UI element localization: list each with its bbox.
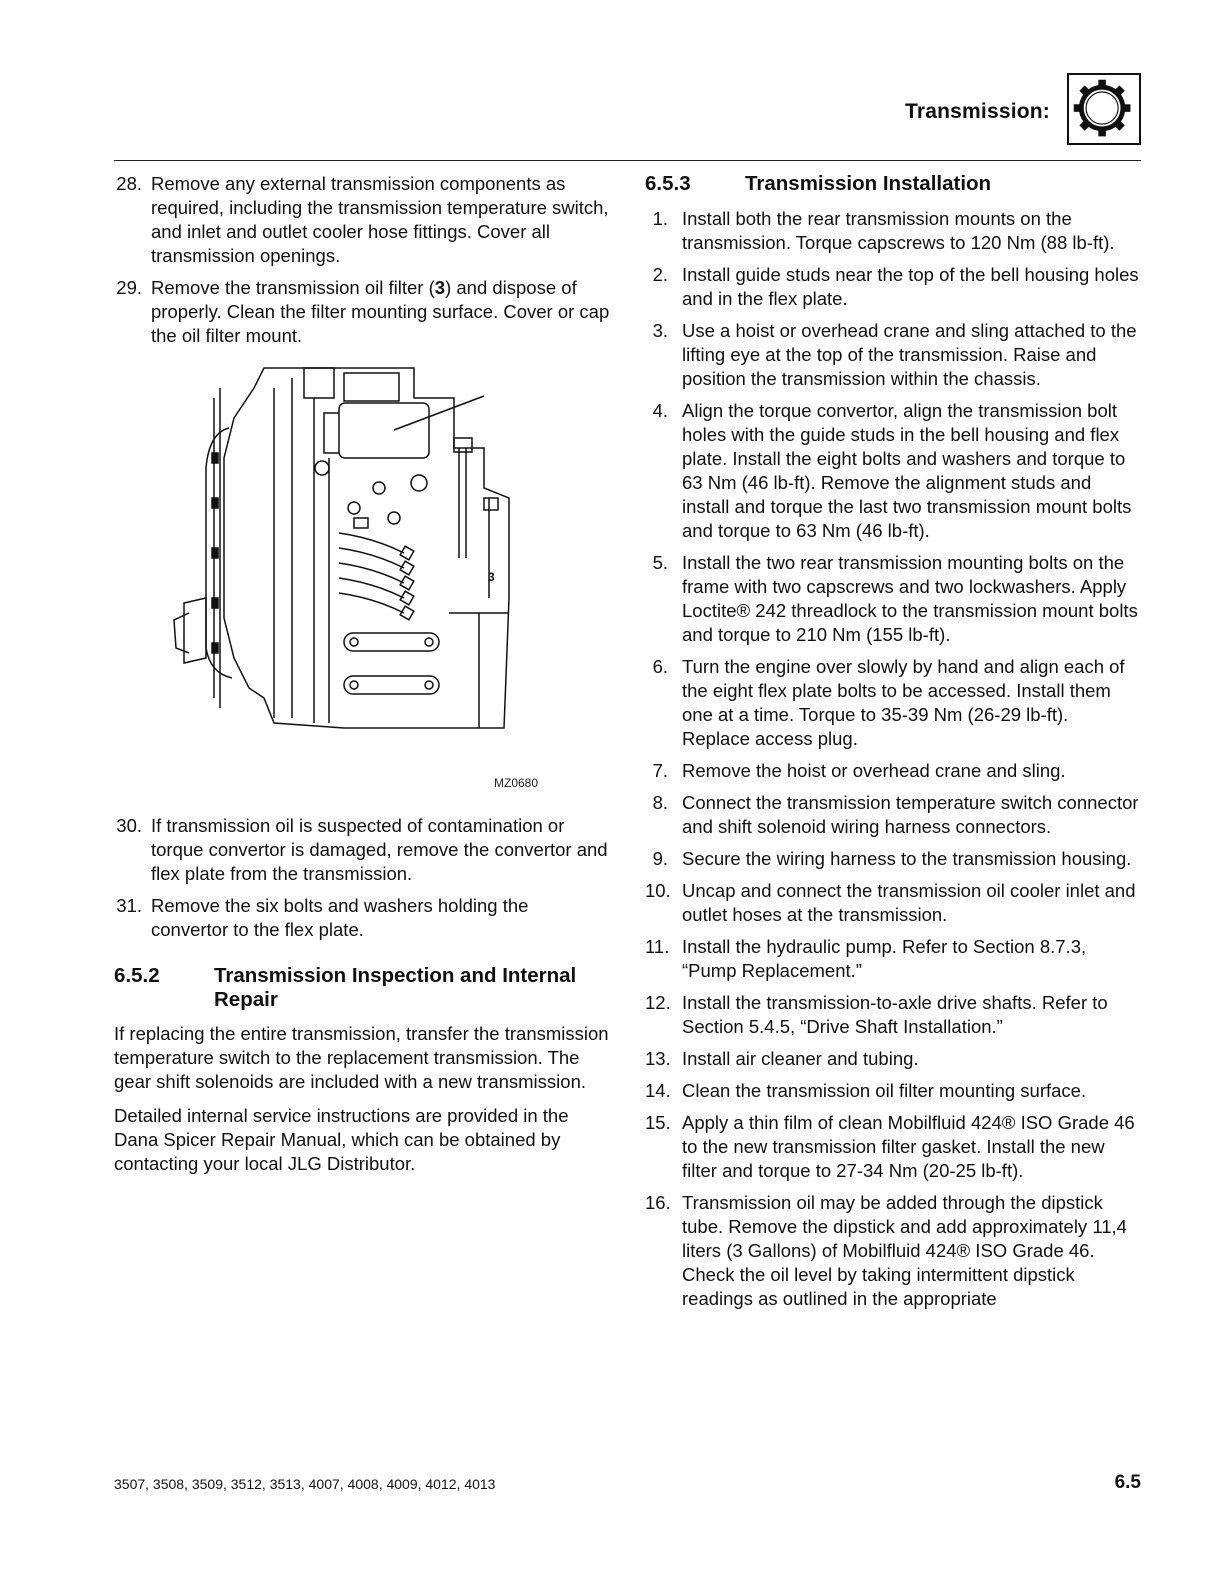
step-text: Remove any external transmission components as required, including the transmission temperature switch, and inlet and outlet cooler hose fittings. Cover all transmission openings. [151, 173, 609, 266]
step-number: 11. [645, 936, 670, 957]
step-text: Remove the six bolts and washers holding the convertor to the flex plate. [151, 895, 529, 940]
step-number: 28. [116, 173, 142, 194]
figure-callout: 3 [488, 570, 495, 584]
section-heading [114, 964, 610, 1012]
list-item [645, 263, 1141, 311]
step-number: 12. [645, 992, 671, 1013]
step-number: 30. [116, 815, 142, 836]
step-text: Connect the transmission temperature switch connector and shift solenoid wiring harness connectors. [682, 792, 1139, 837]
section-number: 6.5.3 [645, 172, 691, 195]
step-text: Secure the wiring harness to the transmission housing. [682, 848, 1132, 869]
paragraph: If replacing the entire transmission, transfer the transmission temperature switch to the replacement transmission. The gear shift solenoids are included with a new transmission. [114, 1023, 609, 1092]
header-rule [114, 160, 1141, 161]
step-text: Install the transmission-to-axle drive shafts. Refer to Section 5.4.5, “Drive Shaft Installation.” [682, 992, 1108, 1037]
list-item [114, 276, 610, 348]
list-item [645, 655, 1141, 751]
step-number: 9. [652, 848, 668, 869]
step-number: 3. [652, 320, 668, 341]
section-title: Transmission Installation [745, 172, 992, 195]
list-item [645, 1047, 1141, 1071]
list-item [645, 551, 1141, 647]
step-number: 8. [652, 792, 668, 813]
step-number: 13. [645, 1048, 671, 1069]
header-title: Transmission: [905, 100, 1050, 123]
gear-icon [1067, 73, 1141, 145]
list-item [645, 759, 1141, 783]
callout-ref: 3 [434, 277, 446, 298]
step-number: 16. [645, 1192, 671, 1213]
list-item [645, 399, 1141, 543]
step-text: Install the hydraulic pump. Refer to Section 8.7.3, “Pump Replacement.” [682, 936, 1087, 981]
step-text: Remove the transmission oil filter (3) and dispose of properly. Clean the filter mounting surface. Cover or cap the oil filter mount. [151, 277, 610, 346]
step-number: 31. [116, 895, 142, 916]
right-column [645, 172, 1141, 1319]
list-item [114, 814, 610, 886]
section-title: Transmission Inspection and Internal Repair [214, 964, 577, 1011]
list-item [645, 991, 1141, 1039]
step-text: Remove the hoist or overhead crane and sling. [682, 760, 1066, 781]
step-text: Transmission oil may be added through the dipstick tube. Remove the dipstick and add approximately 11,4 liters (3 Gallons) of Mobilfluid 424® ISO Grade 46. Check the oil level by taking intermittent dipstick readings as outlined in the appropriate [682, 1192, 1127, 1309]
list-item [645, 319, 1141, 391]
step-number: 2. [652, 264, 668, 285]
step-text: Clean the transmission oil filter mounting surface. [682, 1080, 1087, 1101]
left-column [114, 172, 610, 1186]
step-number: 5. [652, 552, 668, 573]
paragraph: Detailed internal service instructions are provided in the Dana Spicer Repair Manual, which can be obtained by contacting your local JLG Distributor. [114, 1105, 569, 1174]
step-text: Install air cleaner and tubing. [682, 1048, 919, 1069]
step-number: 14. [645, 1080, 671, 1101]
step-number: 29. [116, 277, 142, 298]
page-number: 6.5 [1114, 1472, 1141, 1493]
list-item [114, 172, 610, 268]
step-text: Uncap and connect the transmission oil cooler inlet and outlet hoses at the transmission. [682, 880, 1136, 925]
step-text: Align the torque convertor, align the transmission bolt holes with the guide studs in the bell housing and flex plate. Install the eight bolts and washers and torque to 63 Nm (46 lb-ft). Remove the alignment studs and install and torque the last two transmission mount bolts and torque to 63 Nm (46 lb-ft). [682, 400, 1132, 541]
list-item [645, 791, 1141, 839]
step-number: 7. [652, 760, 668, 781]
step-text: If transmission oil is suspected of contamination or torque convertor is damaged, remove the convertor and flex plate from the transmission. [151, 815, 608, 884]
installation-steps [645, 207, 1141, 1311]
step-number: 15. [645, 1112, 671, 1133]
list-item [645, 935, 1141, 983]
step-text: Install guide studs near the top of the bell housing holes and in the flex plate. [682, 264, 1139, 309]
list-item [645, 1079, 1141, 1103]
list-item [645, 879, 1141, 927]
section-number: 6.5.2 [114, 964, 160, 987]
list-item [645, 1111, 1141, 1183]
section-heading [645, 172, 1141, 196]
list-item [645, 847, 1141, 871]
step-text: Turn the engine over slowly by hand and align each of the eight flex plate bolts to be accessed. Install them one at a time. Torque to 35-39 Nm (26-29 lb-ft). Replace access plug. [682, 656, 1125, 749]
step-number: 1. [652, 208, 668, 229]
step-text: Use a hoist or overhead crane and sling attached to the lifting eye at the top of the transmission. Raise and position the transmission within the chassis. [682, 320, 1137, 389]
footer-models: 3507, 3508, 3509, 3512, 3513, 4007, 4008, 4009, 4012, 4013 [114, 1476, 496, 1492]
transmission-figure [114, 358, 610, 798]
list-item [114, 894, 610, 942]
step-number: 6. [652, 656, 668, 677]
figure-code: MZ0680 [494, 776, 539, 790]
step-number: 4. [652, 400, 668, 421]
step-text: Install both the rear transmission mounts on the transmission. Torque capscrews to 120 Nm (88 lb-ft). [682, 208, 1115, 253]
step-text: Install the two rear transmission mounting bolts on the frame with two capscrews and two lockwashers. Apply Loctite® 242 threadlock to the transmission mount bolts and torque to 210 Nm (155 lb-ft). [682, 552, 1138, 645]
step-number: 10. [645, 880, 671, 901]
transmission-drawing [114, 358, 610, 798]
list-item [645, 1191, 1141, 1311]
list-item [645, 207, 1141, 255]
step-text: Apply a thin film of clean Mobilfluid 424® ISO Grade 46 to the new transmission filter gasket. Install the new filter and torque to 27-34 Nm (20-25 lb-ft). [682, 1112, 1135, 1181]
